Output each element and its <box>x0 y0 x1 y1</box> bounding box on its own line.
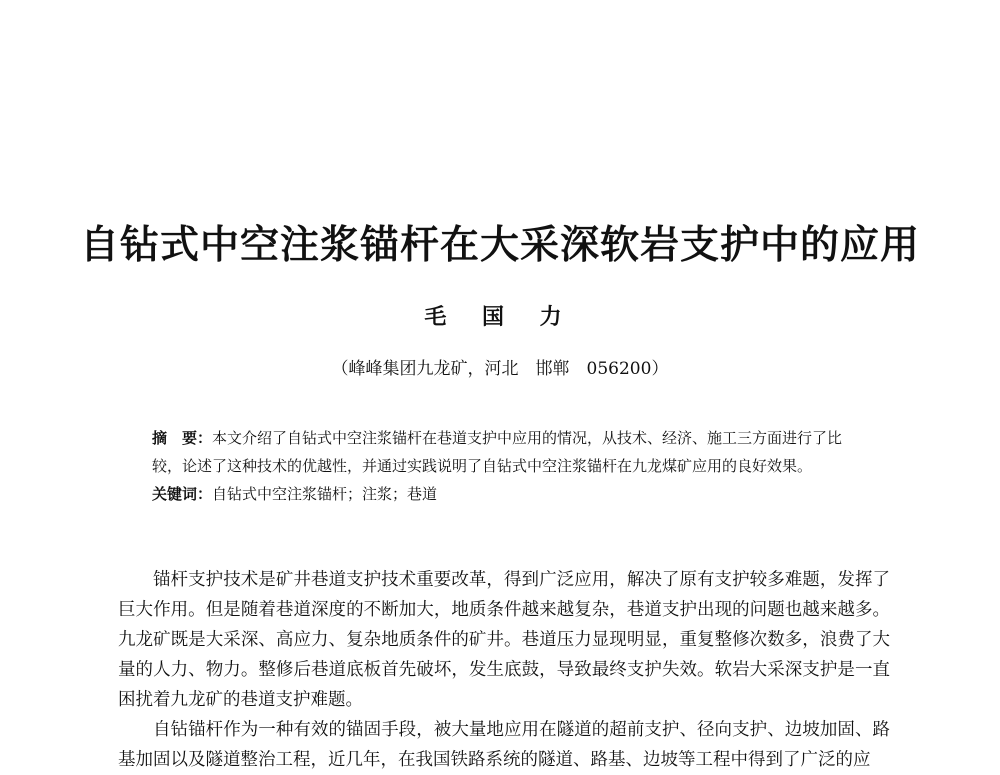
abstract-block <box>152 424 872 508</box>
paper-affiliation: （峰峰集团九龙矿，河北 邯郸 056200） <box>331 359 669 379</box>
body-paragraph-2: 自钻锚杆作为一种有效的锚固手段，被大量地应用在隧道的超前支护、径向支护、边坡加固、路基加固以及隧道整治工程，近几年，在我国铁路系统的隧道、路基、边坡等工程中得到了广泛的应 <box>118 720 890 770</box>
abstract-label: 摘 要： <box>152 429 213 447</box>
keywords-line <box>152 480 872 508</box>
paper-author: 毛 国 力 <box>424 304 576 330</box>
body-paragraph-1: 锚杆支护技术是矿井巷道支护技术重要改革，得到广泛应用，解决了原有支护较多难题，发挥了巨大作用。但是随着巷道深度的不断加大，地质条件越来越复杂，巷道支护出现的问题也越来越多。九龙矿既是大采深、高应力、复杂地质条件的矿井。巷道压力显现明显，重复整修次数多，浪费了大量的人力、物力。整修后巷道底板首先破坏，发生底鼓，导致最终支护失效。软岩大采深支护是一直困扰着九龙矿的巷道支护难题。 <box>118 570 890 710</box>
abstract-paragraph <box>152 424 872 480</box>
paper-title: 自钻式中空注浆锚杆在大采深软岩支护中的应用 <box>79 223 920 268</box>
abstract-text: 本文介绍了自钻式中空注浆锚杆在巷道支护中应用的情况，从技术、经济、施工三方面进行了比较，论述了这种技术的优越性，并通过实践说明了自钻式中空注浆锚杆在九龙煤矿应用的良好效果。 <box>152 429 843 475</box>
keywords-label: 关键词： <box>152 485 213 503</box>
keywords-text: 自钻式中空注浆锚杆；注浆；巷道 <box>212 485 438 503</box>
body-text <box>118 565 890 775</box>
